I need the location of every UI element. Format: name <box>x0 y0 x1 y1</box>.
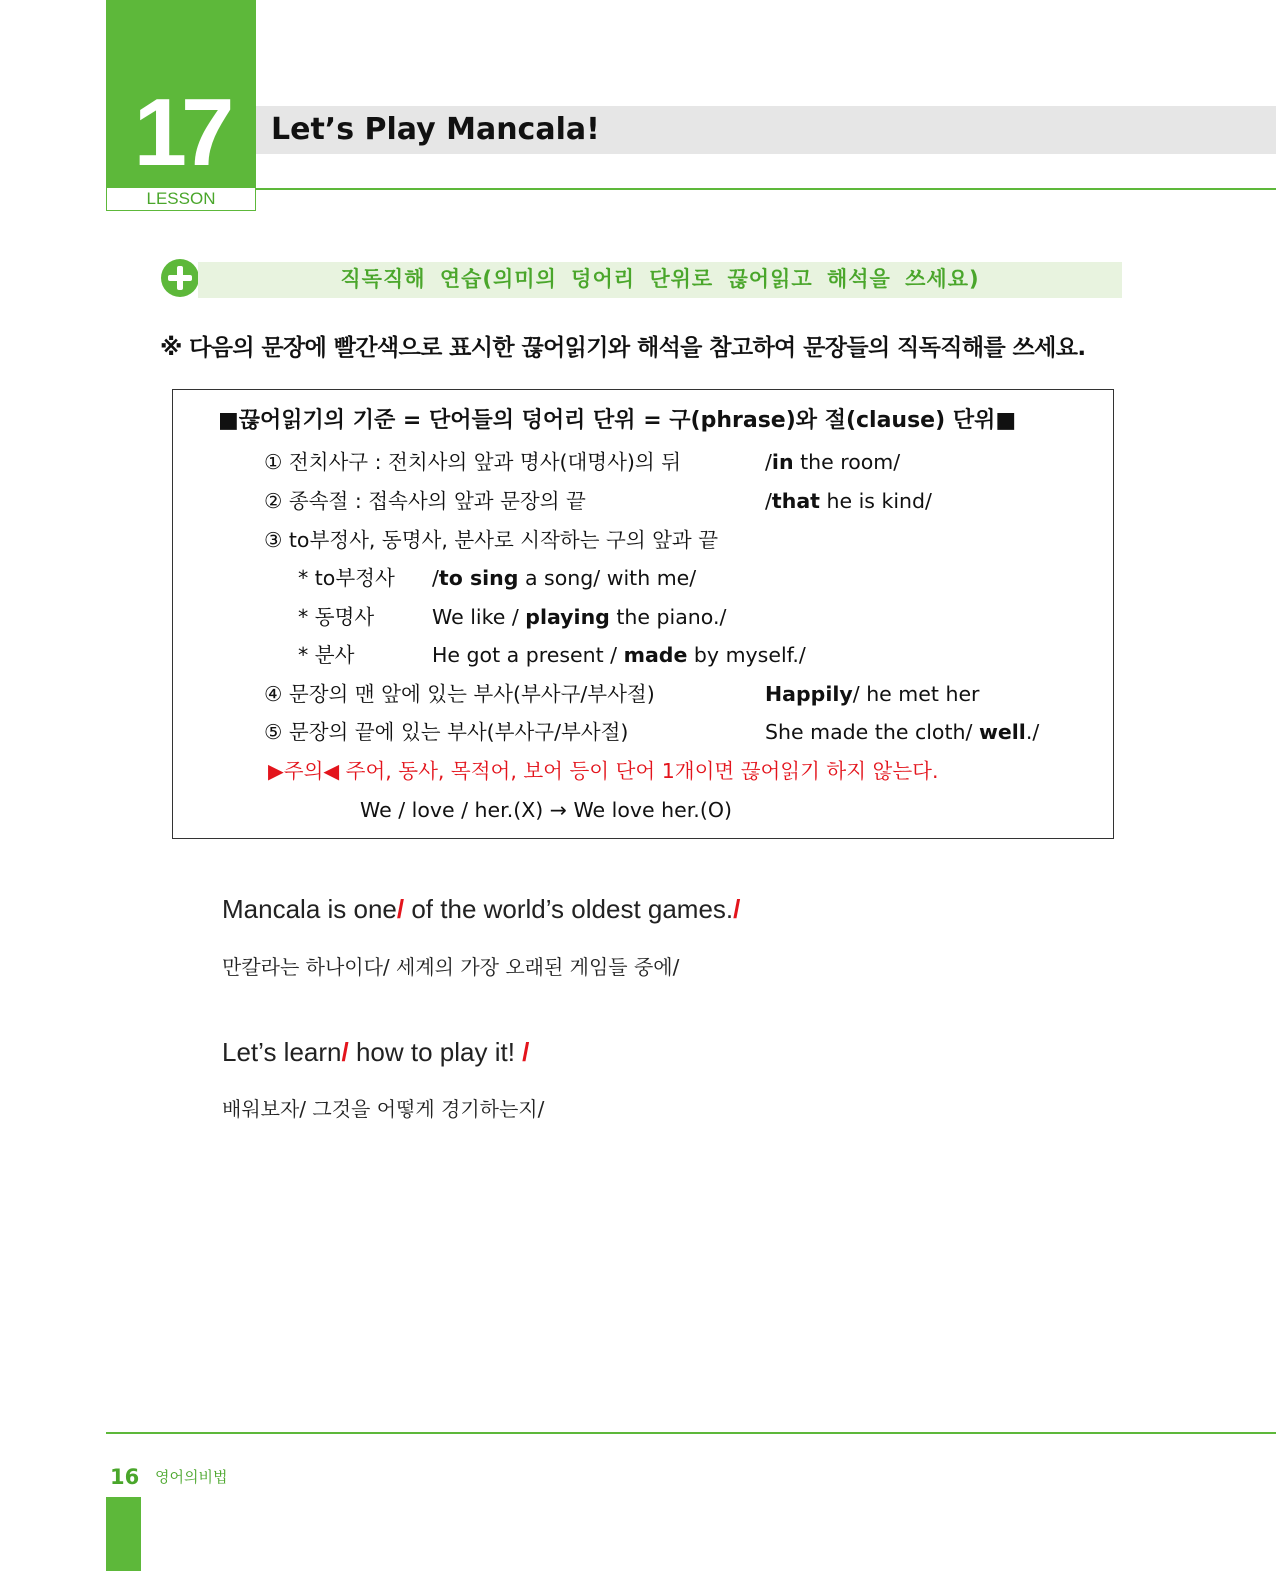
sentence-1-translation: 만칼라는 하나이다/ 세계의 가장 오래된 게임들 중에/ <box>222 955 680 979</box>
lesson-label: LESSON <box>106 188 256 211</box>
lesson-title: Let’s Play Mancala! <box>271 112 600 147</box>
rule-2-label: ② 종속절 : 접속사의 앞과 문장의 끝 <box>264 489 586 513</box>
rule-2-example: /that he is kind/ <box>765 489 932 513</box>
sentence-2-translation: 배워보자/ 그것을 어떻게 경기하는지/ <box>222 1097 545 1121</box>
rule-4-label: ④ 문장의 맨 앞에 있는 부사(부사구/부사절) <box>264 682 655 706</box>
caution-note: ▶주의◀ 주어, 동사, 목적어, 보어 등이 단어 1개이면 끊어읽기 하지 않는다. <box>268 759 939 783</box>
sentence-1: Mancala is one/ of the world’s oldest games./ <box>222 894 741 924</box>
rule-1-example: /in the room/ <box>765 450 901 474</box>
lesson-number: 17 <box>133 79 229 186</box>
rule-1-label: ① 전치사구 : 전치사의 앞과 명사(대명사)의 뒤 <box>264 450 682 474</box>
footer-green-block <box>106 1497 141 1571</box>
book-name: 영어의비법 <box>155 1468 228 1486</box>
rule-3b-label: * 동명사 <box>298 605 375 629</box>
caution-example: We / love / her.(X) → We love her.(O) <box>360 798 732 822</box>
rule-3a-label: * to부정사 <box>298 566 395 590</box>
section-heading: 직독직해 연습(의미의 덩어리 단위로 끊어읽고 해석을 쓰세요) <box>340 267 980 291</box>
rule-3b-example: We like / playing the piano./ <box>432 605 727 629</box>
rule-3c-example: He got a present / made by myself./ <box>432 643 806 667</box>
footer-divider <box>106 1432 1276 1434</box>
plus-circle-icon <box>161 259 199 297</box>
rule-3c-label: * 분사 <box>298 643 355 667</box>
rule-3-label: ③ to부정사, 동명사, 분사로 시작하는 구의 앞과 끝 <box>264 528 719 552</box>
rule-5-example: She made the cloth/ well./ <box>765 720 1040 744</box>
instruction-text: ※ 다음의 문장에 빨간색으로 표시한 끊어읽기와 해석을 참고하여 문장들의 직독직해를 쓰세요. <box>160 335 1086 361</box>
rule-5-label: ⑤ 문장의 끝에 있는 부사(부사구/부사절) <box>264 720 629 744</box>
rules-title: ■끊어읽기의 기준 = 단어들의 덩어리 단위 = 구(phrase)와 절(clause) 단위■ <box>218 408 1017 433</box>
rule-4-example: Happily/ he met her <box>765 682 980 706</box>
rule-3a-example: /to sing a song/ with me/ <box>432 566 697 590</box>
header-divider <box>256 188 1276 190</box>
sentence-2: Let’s learn/ how to play it! / <box>222 1037 530 1067</box>
page-number: 16 <box>110 1465 140 1489</box>
